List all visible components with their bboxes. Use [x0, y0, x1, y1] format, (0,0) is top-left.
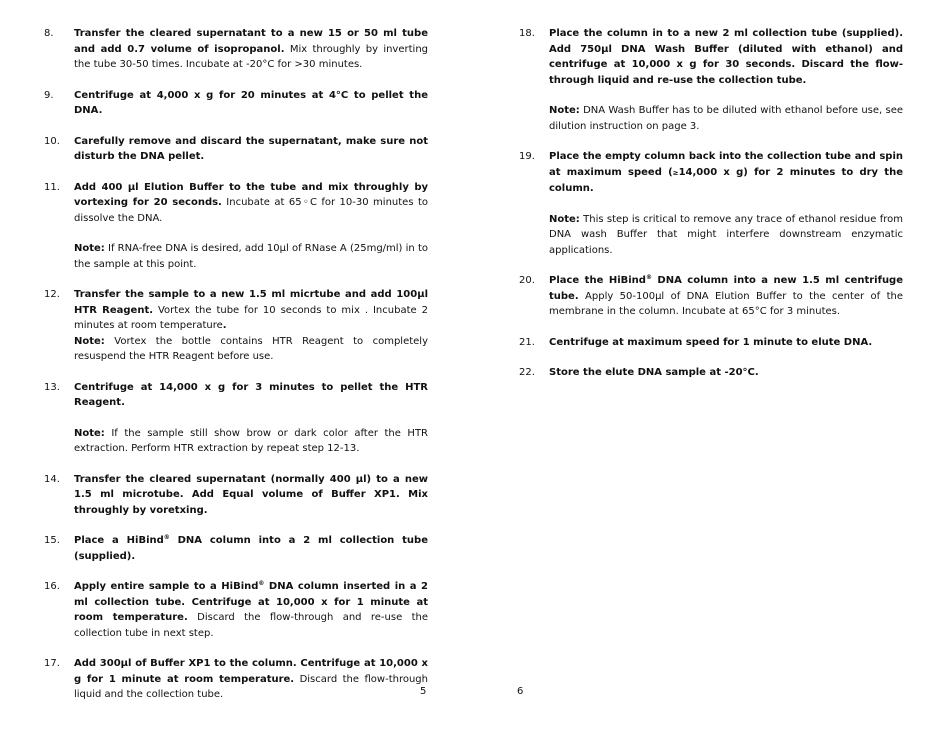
step-number: 9. [44, 89, 54, 101]
gte-symbol: ≥ [672, 168, 679, 177]
step-21 [519, 335, 903, 351]
step-10 [44, 134, 428, 165]
step-number: 15. [44, 535, 60, 546]
note-text: If the sample still show brow or dark color after the HTR extraction. Perform HTR extraction by repeat step 12-13. [74, 427, 428, 454]
step-18 [519, 26, 903, 88]
step-instruction: Place the HiBind® DNA column into a new 1.5 ml centrifuge tube. [549, 274, 903, 302]
step-instruction: Centrifuge at maximum speed for 1 minute to elute DNA. [549, 336, 873, 348]
step-number: 22. [519, 367, 535, 378]
note-text: DNA Wash Buffer has to be diluted with ethanol before use, see dilution instruction on page 3. [549, 105, 903, 132]
step-instruction: Carefully remove and discard the supernatant, make sure not disturb the DNA pellet. [74, 135, 428, 162]
step-instruction: Centrifuge at 14,000 x g for 3 minutes to pellet the HTR Reagent. [74, 381, 428, 408]
registered-mark: ® [163, 534, 170, 541]
step-instruction: Apply entire sample to a HiBind® DNA column inserted in a 2 ml collection tube. Centrifuge at 10,000 x for 1 minute at room temperature. [74, 580, 428, 623]
step-instruction: Place the empty column back into the collection tube and spin at maximum speed (≥14,000 x g) for 2 minutes to dry the column. [549, 151, 903, 194]
step-14 [44, 472, 428, 519]
step-instruction: Add 300µl of Buffer XP1 to the column. Centrifuge at 10,000 x g for 1 minute at room temperature. [74, 658, 428, 685]
step-detail: Discard the flow-through and re-use the collection tube in next step. [74, 612, 429, 639]
note-label: Note: [74, 243, 105, 254]
registered-mark: ® [645, 274, 652, 281]
step-instruction: Transfer the sample to a new 1.5 ml micrtube and add 100µl HTR Reagent. [74, 289, 428, 316]
step-instruction: Centrifuge at 4,000 x g for 20 minutes at 4°C to pellet the DNA. [74, 89, 428, 116]
step-number: 21. [519, 336, 535, 348]
note-step-13 [44, 426, 428, 457]
registered-mark: ® [258, 580, 265, 587]
step-detail: Apply 50-100µl of DNA Elution Buffer to the center of the membrane in the column. Incubate at 65°C for 3 minutes. [549, 290, 903, 317]
note-text: This step is critical to remove any trace of ethanol residue from DNA wash Buffer that might interfere downstream enzymatic applications. [549, 213, 903, 256]
step-16 [44, 579, 428, 641]
step-number: 14. [44, 473, 60, 485]
step-17 [44, 656, 428, 703]
step-number: 12. [44, 289, 60, 300]
step-9 [44, 88, 428, 119]
step-detail-end: . [222, 320, 227, 331]
page-number-right: 6 [517, 686, 524, 697]
left-page [44, 26, 428, 718]
step-19 [519, 149, 903, 197]
step-13 [44, 380, 428, 411]
step-instruction: Place a HiBind® DNA column into a 2 ml collection tube (supplied). [74, 534, 428, 562]
step-22 [519, 365, 903, 381]
step-11 [44, 180, 428, 227]
step-number: 20. [519, 275, 535, 286]
inline-note [74, 334, 428, 365]
step-8 [44, 26, 428, 73]
step-detail: Discard the flow-through liquid and the collection tube. [74, 673, 428, 700]
note-label: Note: [549, 213, 580, 225]
step-20 [519, 273, 903, 320]
page-number-left: 5 [420, 686, 427, 697]
step-number: 8. [44, 28, 54, 39]
note-label: Note: [549, 105, 580, 116]
step-detail: Mix throughly by inverting the tube 30-50 times. Incubate at -20°C for >30 minutes. [74, 43, 428, 70]
step-15 [44, 533, 428, 564]
step-number: 13. [44, 381, 60, 393]
step-number: 18. [519, 28, 535, 39]
step-instruction: Add 400 µl Elution Buffer to the tube and mix throughly by vortexing for 20 seconds. [74, 181, 428, 208]
step-instruction: Store the elute DNA sample at -20°C. [549, 367, 759, 378]
step-number: 16. [44, 581, 60, 592]
step-number: 19. [519, 151, 535, 162]
step-instruction: Transfer the cleared supernatant to a new 15 or 50 ml tube and add 0.7 volume of isopropanol. [74, 28, 428, 55]
step-instruction: Place the column in to a new 2 ml collection tube (supplied). Add 750µl DNA Wash Buffer (diluted with ethanol) and centrifuge at 10,000 x g for 30 seconds. Discard the flow-through liquid and re-use the collection tube. [549, 28, 903, 86]
step-12 [44, 287, 428, 365]
step-number: 11. [44, 181, 60, 193]
step-detail: Incubate at 65◦C for 10-30 minutes to dissolve the DNA. [74, 197, 428, 224]
note-step-19 [519, 212, 903, 259]
note-label: Note: [74, 335, 105, 347]
note-label: Note: [74, 427, 105, 439]
right-page [519, 26, 903, 396]
step-instruction: Transfer the cleared supernatant (normally 400 µl) to a new 1.5 ml microtube. Add Equal volume of Buffer XP1. Mix throughly by voretxing. [74, 473, 428, 516]
note-text: Vortex the bottle contains HTR Reagent to completely resuspend the HTR Reagent before use. [74, 335, 428, 362]
note-text: If RNA-free DNA is desired, add 10µl of RNase A (25mg/ml) in to the sample at this point. [74, 243, 428, 270]
note-step-18 [519, 103, 903, 134]
step-number: 10. [44, 135, 60, 147]
step-number: 17. [44, 658, 60, 669]
note-step-11 [44, 241, 428, 272]
step-detail: Vortex the tube for 10 seconds to mix . Incubate 2 minutes at room temperature [74, 304, 428, 331]
